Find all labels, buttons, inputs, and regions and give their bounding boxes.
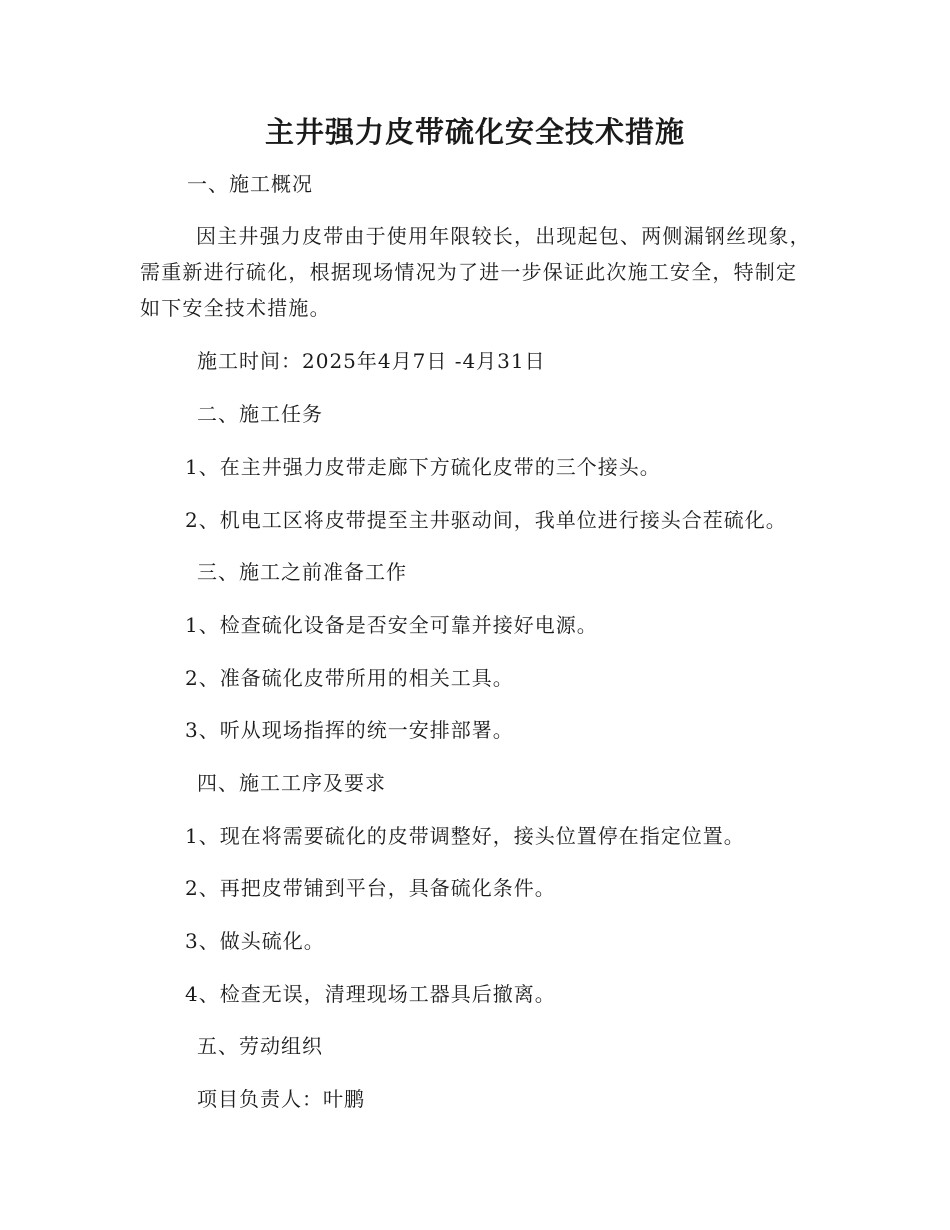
document-title: 主井强力皮带硫化安全技术措施 — [264, 115, 685, 149]
construction-time: 施工时间：2025年4月7日 -4月31日 — [197, 349, 546, 373]
prep-item-1: 1、检查硫化设备是否安全可靠并接好电源。 — [185, 613, 598, 637]
prep-item-3: 3、听从现场指挥的统一安排部署。 — [185, 718, 514, 742]
prep-item-2: 2、准备硫化皮带所用的相关工具。 — [185, 666, 514, 690]
section-heading-procedure: 四、施工工序及要求 — [197, 771, 386, 795]
task-item-2: 2、机电工区将皮带提至主井驱动间，我单位进行接头合茬硫化。 — [185, 508, 787, 532]
procedure-item-1: 1、现在将需要硫化的皮带调整好，接头位置停在指定位置。 — [185, 824, 745, 848]
procedure-item-2: 2、再把皮带铺到平台，具备硫化条件。 — [185, 876, 556, 900]
section-heading-tasks: 二、施工任务 — [197, 402, 323, 426]
section-heading-overview: 一、施工概况 — [187, 172, 313, 196]
section-heading-labor: 五、劳动组织 — [197, 1034, 323, 1058]
section-heading-preparation: 三、施工之前准备工作 — [197, 560, 407, 584]
procedure-item-3: 3、做头硫化。 — [185, 929, 325, 953]
overview-paragraph: 因主井强力皮带由于使用年限较长，出现起包、两侧漏钢丝现象，需重新进行硫化，根据现场情况为了进一步保证此次施工安全，特制定如下安全技术措施。 — [140, 224, 811, 320]
project-leader: 项目负责人：叶鹏 — [197, 1087, 365, 1111]
task-item-1: 1、在主井强力皮带走廊下方硫化皮带的三个接头。 — [185, 455, 661, 479]
procedure-item-4: 4、检查无误，清理现场工器具后撤离。 — [185, 982, 556, 1006]
